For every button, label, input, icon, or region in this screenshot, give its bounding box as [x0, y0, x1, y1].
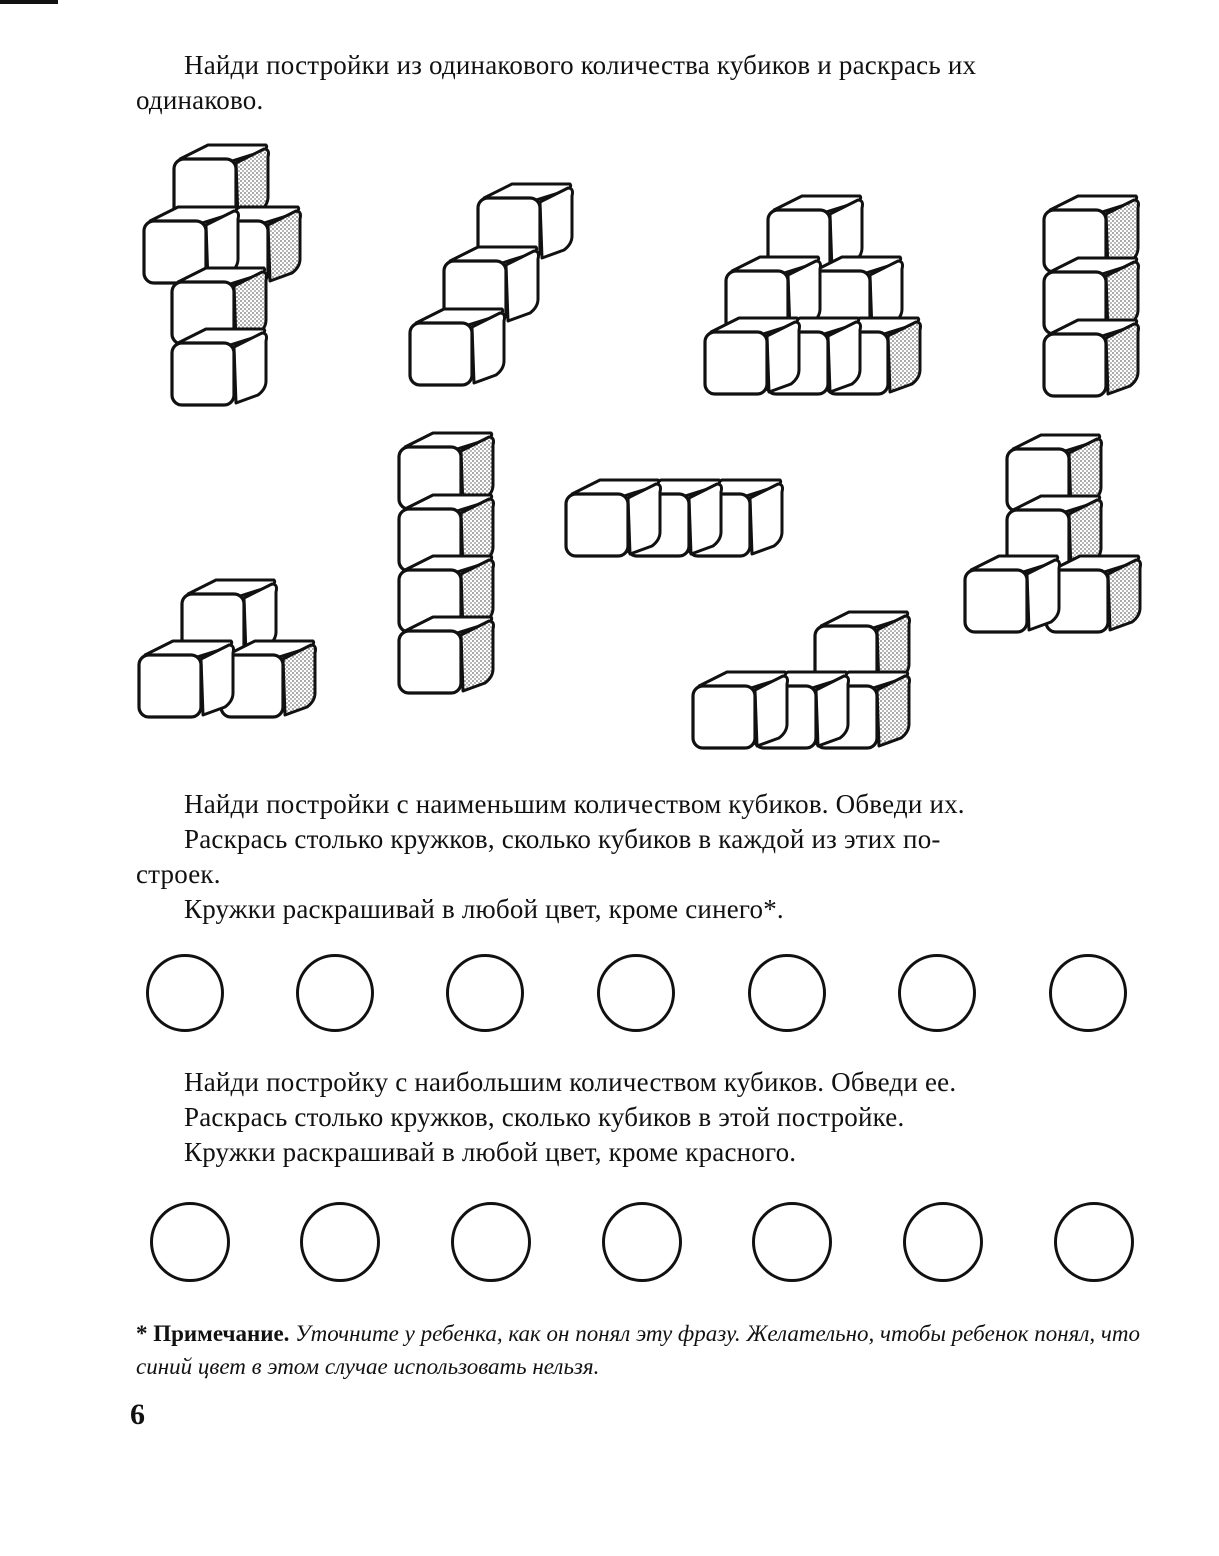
- cube: [566, 480, 661, 556]
- cube: [172, 268, 267, 344]
- cube: [766, 318, 861, 394]
- cube: [144, 207, 239, 283]
- figure-column-three: [1044, 196, 1139, 396]
- cube: [726, 257, 821, 333]
- task-smallest-line-4: Кружки раскрашивай в любой цвет, кроме синего*.: [184, 894, 784, 924]
- cube: [815, 612, 910, 688]
- answer-circle[interactable]: [752, 1202, 832, 1282]
- answer-circle[interactable]: [446, 954, 524, 1032]
- cube: [826, 318, 921, 394]
- cube: [815, 672, 910, 748]
- cube: [965, 556, 1060, 632]
- cube: [139, 641, 234, 717]
- task-smallest-line-2: Раскрась столько кружков, сколько кубиков в каждой из этих по-: [184, 824, 941, 854]
- task-largest-text: [136, 1065, 1140, 1170]
- figure-stair-three: [410, 184, 573, 385]
- cube: [172, 329, 267, 405]
- footnote: [136, 1317, 1140, 1383]
- cube: [410, 309, 505, 385]
- circle-row-largest: [0, 1196, 1219, 1286]
- task-intro-text: [136, 48, 1140, 118]
- figure-column-four: [399, 433, 494, 693]
- footnote-text: Уточните у ребенка, как он понял эту фразу. Желательно, чтобы ребенок понял, что синий цвет в этом случае использовать нельзя.: [136, 1321, 1140, 1379]
- figure-pyramid-three: [139, 580, 316, 717]
- task-largest-line-3: Кружки раскрашивай в любой цвет, кроме красного.: [184, 1137, 797, 1167]
- cube: [1046, 556, 1141, 632]
- cube: [693, 672, 788, 748]
- cube: [444, 247, 539, 323]
- figure-row-three: [566, 480, 783, 556]
- answer-circle[interactable]: [146, 954, 224, 1032]
- cube: [182, 580, 277, 656]
- answer-circle[interactable]: [1049, 954, 1127, 1032]
- answer-circle[interactable]: [300, 1202, 380, 1282]
- cube: [221, 641, 316, 717]
- cube: [754, 672, 849, 748]
- answer-circle[interactable]: [602, 1202, 682, 1282]
- figure-l-shape-five: [965, 435, 1141, 632]
- task-intro-line-2: одинаково.: [136, 85, 264, 115]
- cube: [399, 556, 494, 632]
- answer-circle[interactable]: [898, 954, 976, 1032]
- answer-circle[interactable]: [1054, 1202, 1134, 1282]
- cube: [399, 495, 494, 571]
- task-smallest-line-3: строек.: [136, 859, 221, 889]
- cube: [206, 207, 301, 283]
- cube: [399, 617, 494, 693]
- task-smallest-text: [136, 787, 1140, 927]
- answer-circle[interactable]: [296, 954, 374, 1032]
- task-intro-line-1: Найди постройки из одинакового количества кубиков и раскрась их: [184, 50, 977, 80]
- task-largest-line-2: Раскрась столько кружков, сколько кубиков в этой постройке.: [184, 1102, 905, 1132]
- figure-cross-tower: [144, 145, 301, 405]
- cube: [1007, 496, 1102, 572]
- cube: [768, 196, 863, 272]
- cube: [1044, 258, 1139, 334]
- cube: [1044, 196, 1139, 272]
- page-corner-mark: [0, 0, 58, 4]
- cube: [627, 480, 722, 556]
- cube: [399, 433, 494, 509]
- page-number: 6: [130, 1398, 145, 1431]
- cube: [688, 480, 783, 556]
- cube: [1044, 320, 1139, 396]
- footnote-label: * Примечание.: [136, 1321, 290, 1346]
- answer-circle[interactable]: [597, 954, 675, 1032]
- cube: [174, 145, 269, 221]
- answer-circle[interactable]: [748, 954, 826, 1032]
- answer-circle[interactable]: [451, 1202, 531, 1282]
- figure-steps-four: [693, 612, 910, 748]
- answer-circle[interactable]: [903, 1202, 983, 1282]
- cube: [705, 318, 800, 394]
- task-largest-line-1: Найди постройку с наибольшим количеством кубиков. Обведи ее.: [184, 1067, 957, 1097]
- circle-row-smallest: [0, 948, 1219, 1038]
- task-smallest-line-1: Найди постройки с наименьшим количеством кубиков. Обведи их.: [184, 789, 965, 819]
- cube: [1007, 435, 1102, 511]
- answer-circle[interactable]: [150, 1202, 230, 1282]
- figure-pyramid-six: [705, 196, 921, 394]
- cube: [478, 184, 573, 260]
- cube: [808, 257, 903, 333]
